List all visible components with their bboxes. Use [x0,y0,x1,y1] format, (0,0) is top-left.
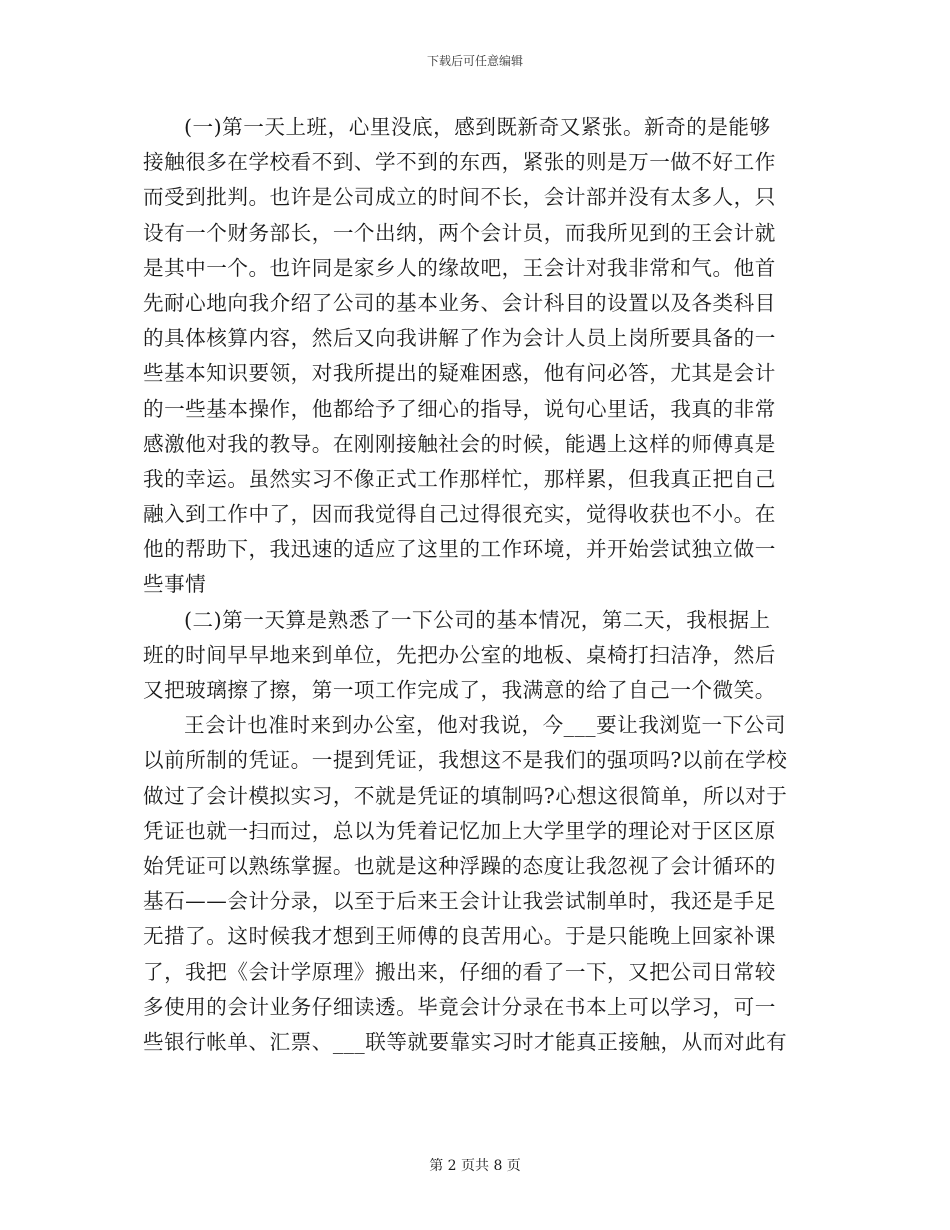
text-line: 凭证也就一扫而过，总以为凭着记忆加上大学里学的理论对于区区原 [143,818,776,843]
text-line: 的一些基本操作，他都给予了细心的指导，说句心里话，我真的非常 [143,396,776,421]
text-line: (二)第一天算是熟悉了一下公司的基本情况，第二天，我根据上 [184,607,771,632]
text-line: 基石——会计分录，以至于后来王会计让我尝试制单时，我还是手足 [143,889,776,914]
paragraph-3 [143,708,815,1060]
text-line: 多使用的会计业务仔细读透。毕竟会计分录在书本上可以学习，可一 [143,994,776,1019]
text-line: 的具体核算内容，然后又向我讲解了作为会计人员上岗所要具备的一 [143,326,776,351]
paragraph-2 [143,603,815,709]
text-line: (一)第一天上班，心里没底，感到既新奇又紧张。新奇的是能够 [184,115,771,139]
page-footer: 第 2 页共 8 页 [429,1158,521,1174]
text-line: 融入到工作中了，因而我觉得自己过得很充实，觉得收获也不小。在 [143,502,776,527]
text-line: 接触很多在学校看不到、学不到的东西，紧张的则是万一做不好工作 [143,150,776,175]
text-line: 了，我把《会计学原理》搬出来，仔细的看了一下，又把公司日常较 [143,959,776,984]
body-text [143,110,815,1060]
text-line: 始凭证可以熟练掌握。也就是这种浮躁的态度让我忽视了会计循环的 [143,853,776,878]
text-line: 是其中一个。也许同是家乡人的缘故吧，王会计对我非常和气。他首 [143,255,776,280]
text-line: 些银行帐单、汇票、___联等就要靠实习时才能真正接触，从而对此有 [143,1029,788,1054]
text-line: 设有一个财务部长，一个出纳，两个会计员，而我所见到的王会计就 [143,220,776,245]
text-line: 又把玻璃擦了擦，第一项工作完成了，我满意的给了自己一个微笑。 [143,678,776,702]
text-line: 先耐心地向我介绍了公司的基本业务、会计科目的设置以及各类科目 [143,290,776,315]
text-line: 而受到批判。也许是公司成立的时间不长，会计部并没有太多人，只 [143,185,776,210]
text-line: 班的时间早早地来到单位，先把办公室的地板、桌椅打扫洁净，然后 [143,642,776,667]
text-line: 些基本知识要领，对我所提出的疑难困惑，他有问必答，尤其是会计 [143,361,776,386]
text-line: 他的帮助下，我迅速的适应了这里的工作环境，并开始尝试独立做一 [143,537,776,562]
text-line: 无措了。这时候我才想到王师傅的良苦用心。于是只能晚上回家补课 [143,924,776,949]
text-line: 我的幸运。虽然实习不像正式工作那样忙，那样累，但我真正把自己 [143,466,776,491]
text-line: 王会计也准时来到办公室，他对我说，今___要让我浏览一下公司 [184,713,786,738]
text-line: 些事情 [143,572,207,597]
page-header: 下载后可任意编辑 [426,54,523,68]
text-line: 做过了会计模拟实习，不就是凭证的填制吗?心想这很简单，所以对于 [143,783,788,808]
text-line: 以前所制的凭证。一提到凭证，我想这不是我们的强项吗?以前在学校 [143,748,788,773]
paragraph-1 [143,110,815,603]
text-line: 感激他对我的教导。在刚刚接触社会的时候，能遇上这样的师傅真是 [143,431,776,456]
